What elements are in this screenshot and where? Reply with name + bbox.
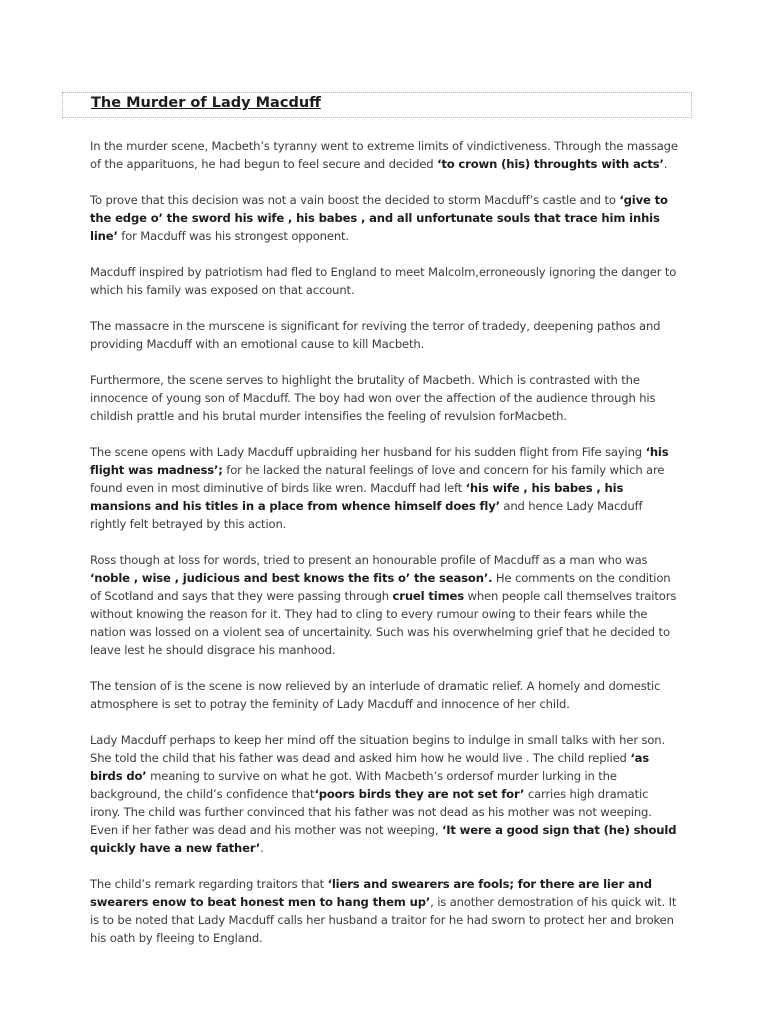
paragraph-text: Macduff inspired by patriotism had fled to England to meet Malcolm,erroneously ignoring the danger to which his family was exposed on that account. [90,265,677,297]
paragraph-text: Furthermore, the scene serves to highlight the brutality of Macbeth. Which is contrasted with the innocence of young son of Macduff. The boy had won over the affection of the audience through his childish prattle and his brutal murder intensifies the feeling of revulsion forMacbeth. [90,373,656,423]
paragraph-10 [90,875,680,947]
paragraph-text: carries high dramatic irony. The child was further convinced that his father was not dead as his mother was not weeping. Even if her father was dead and his mother was not weeping, [90,787,652,837]
paragraph-text: for he lacked the natural feelings of love and concern for his family which are found even in most diminutive of birds like wren. Macduff had left [90,463,665,495]
page-title: The Murder of Lady Macduff [91,95,321,111]
paragraph-text: meaning to survive on what he got. With Macbeth’s ordersof murder lurking in the background, the child’s confidence that [90,769,617,801]
paragraph-9 [90,731,680,857]
paragraph-text: He comments on the condition of Scotland and says that they were passing through [90,571,671,603]
paragraph-2 [90,191,680,245]
paragraph-text: The tension of is the scene is now relieved by an interlude of dramatic relief. A homely and domestic atmosphere is set to potray the feminity of Lady Macduff and innocence of her child. [90,679,661,711]
bold-quote: ‘his flight was madness’; [90,445,669,477]
paragraph-1 [90,137,680,173]
bold-phrase: cruel times [392,589,464,603]
paragraph-text: Lady Macduff perhaps to keep her mind off the situation begins to indulge in small talks with her son. She told the child that his father was dead and asked him how he would live . The child replied [90,733,666,765]
paragraph-text: In the murder scene, Macbeth’s tyranny went to extreme limits of vindictiveness. Through the massage of the apparituons, he had begun to feel secure and decided [90,139,678,171]
article-body [90,137,680,965]
paragraph-7 [90,551,680,659]
paragraph-text: . [260,841,264,855]
paragraph-text: Ross though at loss for words, tried to present an honourable profile of Macduff as a man who was [90,553,648,567]
paragraph-text: . [663,157,668,171]
paragraph-text: and hence Lady Macduff rightly felt betrayed by this action. [90,499,643,531]
bold-quote: ‘give to the edge o’ the sword his wife , his babes , and all unfortunate souls that trace him inhis line’ [90,193,668,243]
paragraph-text: The massacre in the murscene is significant for reviving the terror of tradedy, deepening pathos and providing Macduff with an emotional cause to kill Macbeth. [90,319,661,351]
title-box [62,92,692,118]
paragraph-text: when people call themselves traitors without knowing the reason for it. They had to cling to every rumour owing to their fears while the nation was lossed on a violent sea of uncertainity. Such was his overwhelming grief that he decided to leave lest he should disgrace his manhood. [90,589,677,657]
paragraph-3 [90,263,680,299]
paragraph-text: The child’s remark regarding traitors that [90,877,328,891]
bold-quote: ‘poors birds they are not set for’ [314,787,525,801]
paragraph-5 [90,371,680,425]
bold-quote: ‘noble , wise , judicious and best knows the fits o’ the season’. [90,571,493,585]
paragraph-4 [90,317,680,353]
paragraph-text: To prove that this decision was not a vain boost the decided to storm Macduff’s castle and to [90,193,620,207]
bold-quote: ‘It were a good sign that (he) should quickly have a new father’ [90,823,677,855]
paragraph-text: for Macduff was his strongest opponent. [117,229,349,243]
paragraph-8 [90,677,680,713]
bold-quote: ‘as birds do’ [90,751,649,783]
paragraph-6 [90,443,680,533]
bold-quote: ‘to crown (his) throughts with acts’ [437,157,664,171]
bold-quote: ‘liers and swearers are fools; for there are lier and swearers enow to beat honest men to hang them up’ [90,877,652,909]
bold-quote: ‘his wife , his babes , his mansions and his titles in a place from whence himself does fly’ [90,481,624,513]
paragraph-text: The scene opens with Lady Macduff upbraiding her husband for his sudden flight from Fife saying [90,445,646,459]
paragraph-text: , is another demostration of his quick wit. It is to be noted that Lady Macduff calls her husband a traitor for he had sworn to protect her and broken his oath by fleeing to England. [90,895,677,945]
